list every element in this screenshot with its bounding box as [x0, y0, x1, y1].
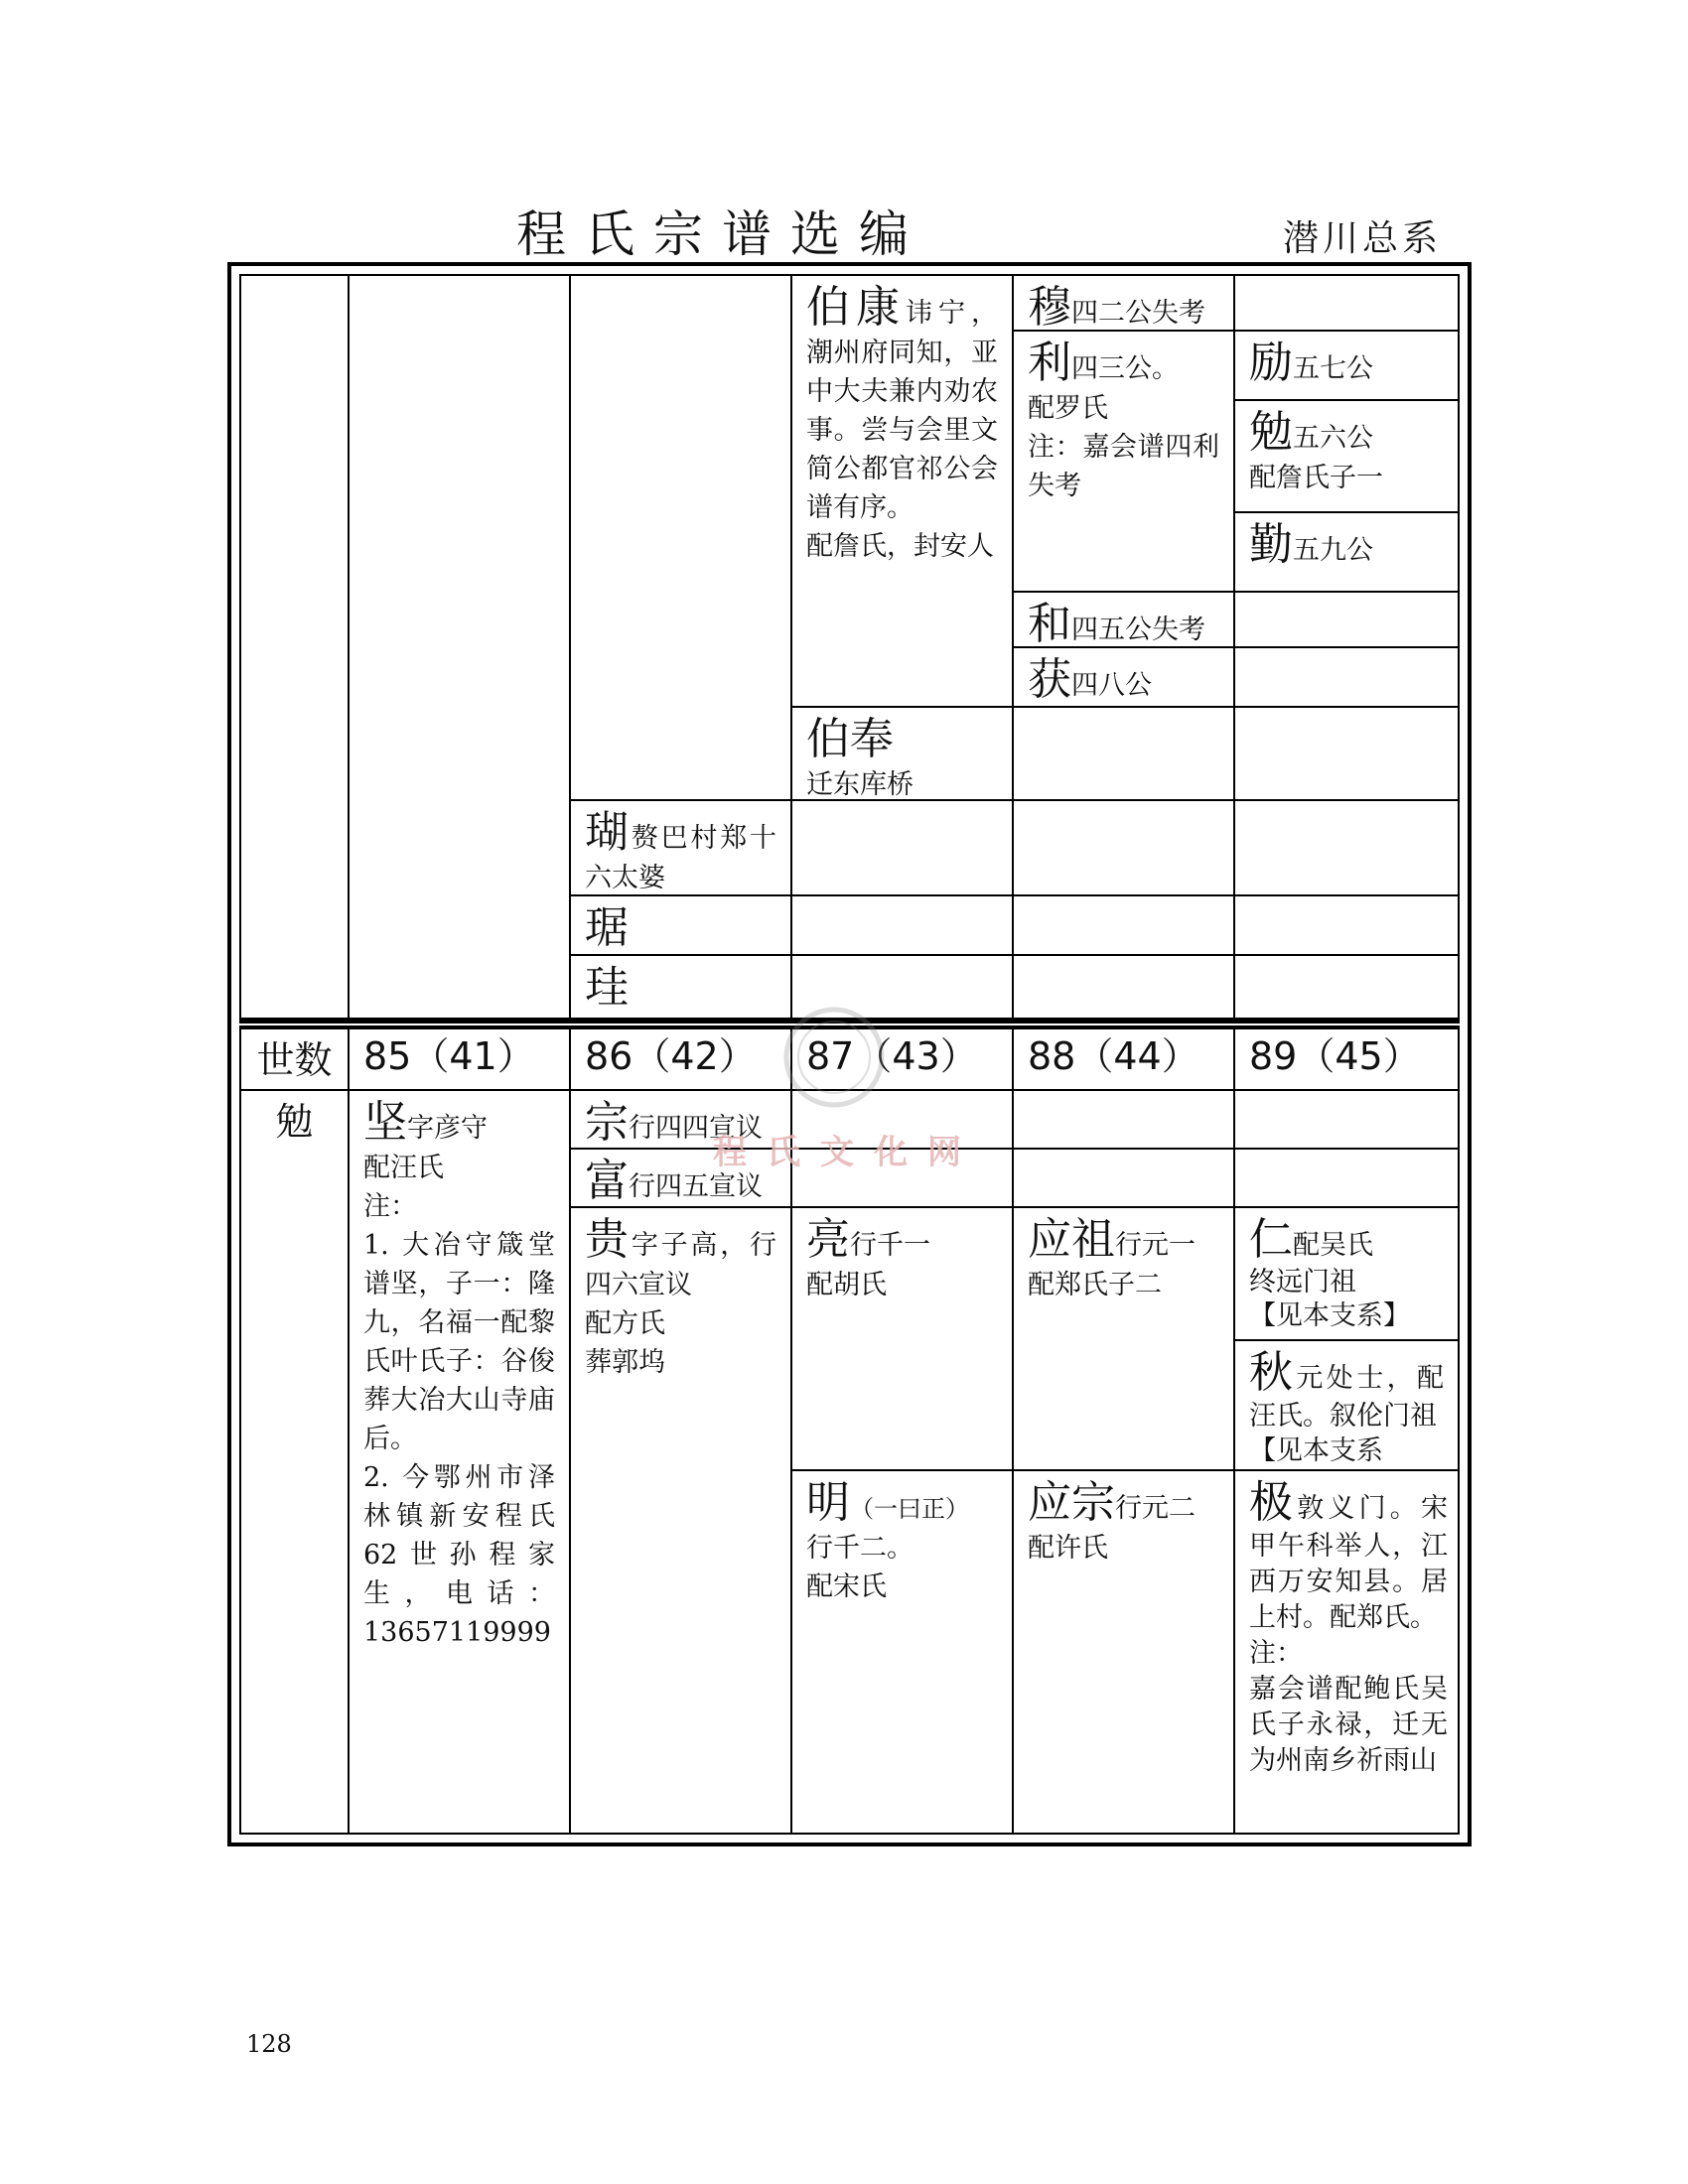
generation-85: 85（41） [348, 1027, 571, 1091]
entry-name: 亮 [806, 1214, 850, 1265]
seal-watermark-icon [779, 1003, 889, 1112]
entry-bokang: 伯康讳宁，潮州府同知，亚中大夫兼内劝农事。尝与会里文简公都官祁公会谱有序。 配詹氏，封安人 [790, 274, 1014, 708]
entry-name: 瑚 [585, 807, 632, 858]
entry-bofeng: 伯奉 迁东库桥 [790, 706, 1014, 801]
series-label: 潜川总系 [1283, 218, 1443, 259]
entry-name: 秋 [1249, 1347, 1297, 1398]
entry-name: 富 [585, 1156, 629, 1206]
entry-name: 勤 [1249, 519, 1293, 570]
upper-col1-empty [239, 274, 350, 1020]
entry-name: 极 [1249, 1477, 1298, 1528]
entry-qiu: 秋元处士，配汪氏。叙伦门祖 【见本支系 [1233, 1339, 1460, 1471]
empty-cell [1233, 894, 1460, 956]
empty-cell [1012, 1089, 1235, 1150]
entry-name: 应祖 [1028, 1214, 1115, 1265]
entry-ren: 仁配吴氏 终远门祖 【见本支系】 [1233, 1206, 1460, 1341]
upper-col5-empty [1233, 646, 1460, 708]
empty-cell [1012, 894, 1235, 956]
entry-name: 获 [1028, 654, 1071, 705]
generation-88: 88（44） [1012, 1027, 1235, 1091]
upper-col5-empty [1233, 274, 1460, 332]
entry-name: 和 [1028, 599, 1071, 648]
entry-name: 勉 [1249, 407, 1293, 458]
watermark-text: 程氏文化网 [713, 1133, 981, 1172]
entry-name: 伯奉 [806, 714, 894, 764]
entry-fu: 富行四五宣议 [569, 1148, 792, 1208]
entry-name: 仁 [1249, 1214, 1293, 1265]
entry-li: 利四三公。 配罗氏 注：嘉会谱四利失考 [1012, 330, 1235, 593]
entry-yingzu: 应祖行元一 配郑氏子二 [1012, 1206, 1235, 1471]
root-ancestor: 勉 [239, 1089, 350, 1835]
entry-gui2: 贵字子高，行四六宣议 配方氏 葬郭坞 [569, 1206, 792, 1835]
entry-name: 珪 [585, 962, 629, 1013]
generation-87: 87（43） [790, 1027, 1014, 1091]
entry-ming: 明（一曰正） 行千二。 配宋氏 [790, 1469, 1014, 1835]
upper-col4-empty [1012, 706, 1235, 801]
entry-zong: 宗行四四宣议 [569, 1089, 792, 1150]
entry-name: 贵 [585, 1214, 632, 1265]
entry-he: 和四五公失考 [1012, 591, 1235, 648]
generation-86: 86（42） [569, 1027, 792, 1091]
empty-cell [1233, 954, 1460, 1020]
upper-col3-empty [569, 274, 792, 801]
generation-label: 世数 [239, 1027, 350, 1091]
entry-name: 应宗 [1028, 1477, 1115, 1528]
entry-name: 伯康 [806, 282, 906, 333]
empty-cell [1233, 799, 1460, 896]
entry-name: 明 [806, 1477, 850, 1528]
upper-col2-empty [348, 274, 571, 1020]
empty-cell [790, 799, 1014, 896]
entry-huo: 获四八公 [1012, 646, 1235, 708]
entry-name: 励 [1249, 338, 1293, 388]
entry-qin: 勤五九公 [1233, 511, 1460, 593]
page-number: 128 [246, 2030, 292, 2058]
page-title: 程氏宗谱选编 [516, 205, 927, 263]
entry-gui [569, 954, 792, 1020]
entry-hu: 瑚赘巴村郑十六太婆 [569, 799, 792, 896]
entry-ju [569, 894, 792, 956]
empty-cell [1012, 799, 1235, 896]
entry-li-m: 励五七公 [1233, 330, 1460, 401]
empty-cell [1012, 954, 1235, 1020]
entry-name: 穆 [1028, 282, 1071, 332]
entry-mian: 勉五六公 配詹氏子一 [1233, 399, 1460, 513]
entry-yingzong: 应宗行元二 配许氏 [1012, 1469, 1235, 1835]
empty-cell [1012, 1148, 1235, 1208]
entry-name: 琚 [585, 902, 629, 953]
entry-name: 宗 [585, 1097, 629, 1148]
entry-jian: 坚字彦守 配汪氏 注： 1. 大冶守箴堂谱坚，子一：隆九，名福一配黎氏叶氏子：谷俊葬大冶大山寺庙后。 2. 今鄂州市泽林镇新安程氏62世孙程家生，电话：13657119999 [348, 1089, 571, 1835]
upper-col5-empty [1233, 706, 1460, 801]
entry-mu: 穆四二公失考 [1012, 274, 1235, 332]
entry-name: 利 [1028, 338, 1071, 388]
empty-cell [1233, 1148, 1460, 1208]
entry-liang: 亮行千一 配胡氏 [790, 1206, 1014, 1471]
entry-ji: 极敦义门。宋甲午科举人，江西万安知县。居上村。配郑氏。 注： 嘉会谱配鲍氏吴氏子永禄，迁无为州南乡祈雨山 [1233, 1469, 1460, 1835]
upper-col5-empty [1233, 591, 1460, 648]
empty-cell [790, 894, 1014, 956]
generation-89: 89（45） [1233, 1027, 1460, 1091]
entry-name: 坚 [363, 1097, 407, 1148]
empty-cell [1233, 1089, 1460, 1150]
